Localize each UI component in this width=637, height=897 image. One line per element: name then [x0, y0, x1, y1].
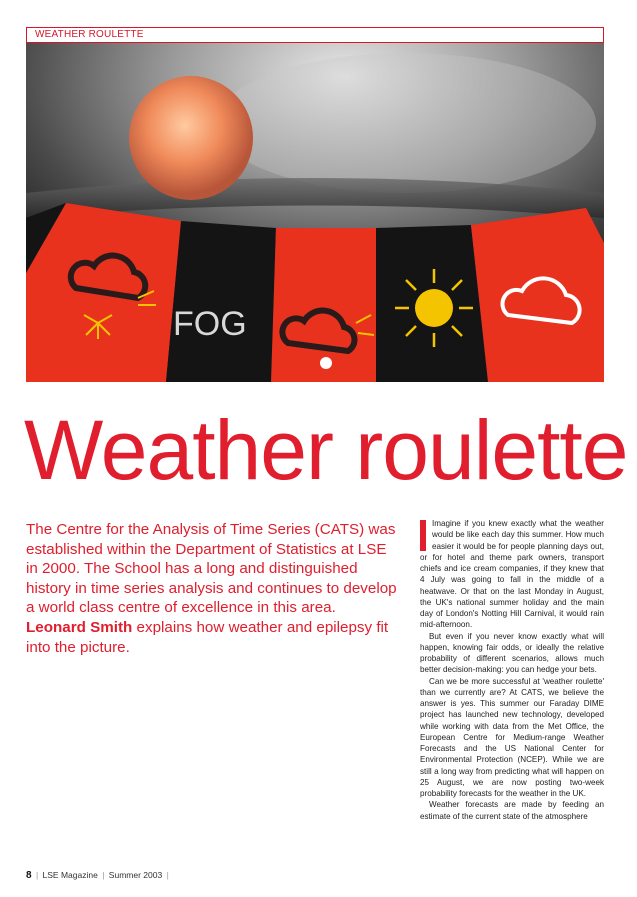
hero-image: [26, 43, 604, 382]
body-paragraph: Imagine if you knew exactly what the weather would be like each day this summer. How much easier it would be for people planning days out, or for hotel and theme park owners, transport chiefs and ice cream companies, if they knew that 4 July was going to fall in the middle of a heatwave. Or that on the last Monday in August, the UK's national summer holiday and the main day of London's Notting Hill Carnival, it would rain mid-afternoon.: [420, 519, 604, 630]
roulette-illustration: [26, 43, 604, 382]
body-column: [420, 518, 604, 822]
body-paragraph: Weather forecasts are made by feeding an estimate of the current state of the atmosphere: [420, 800, 604, 821]
pocket-cloud-icon: [471, 208, 604, 382]
roulette-ball: [129, 76, 253, 200]
lede-paragraph: The Centre for the Analysis of Time Series (CATS) was established within the Department of Statistics at LSE in 2000. The School has a long and distinguished history in time series analysis and continues to develop a world class centre of excellence in this area. Leonard Smith explains how weather and epilepsy fit into the picture.: [26, 521, 397, 656]
pocket-fog-icon: [166, 221, 276, 382]
section-tag: WEATHER ROULETTE: [26, 27, 604, 43]
dropcap-bar: [420, 520, 426, 551]
author-name: Leonard Smith: [26, 618, 133, 636]
body-paragraph: Can we be more successful at 'weather roulette' than we currently are? At CATS, we believe the answer is yes. This summer our Faraday DIME project has launched new technology, developed while working with data from the Met Office, the European Centre for Medium-range Weather Forecasts and the US National Center for Environmental Protection (NCEP). While we are still a long way from predicting what will happen on 25 August, we are now posting two-week probability forecasts for the weather in the UK.: [420, 676, 604, 798]
page-number: 8: [26, 870, 32, 881]
body-paragraph: But even if you never know exactly what will happen, knowing fair odds, or ideally the relative probability of different scenarios, allows much better decision-making: you can hedge your bets.: [420, 631, 604, 675]
article-title: Weather roulette: [24, 403, 628, 497]
issue-date: Summer 2003: [108, 870, 163, 880]
fog-label: FOG: [173, 305, 247, 343]
publication-name: LSE Magazine: [42, 870, 98, 880]
page-footer: 8 | LSE Magazine | Summer 2003 |: [26, 870, 169, 881]
